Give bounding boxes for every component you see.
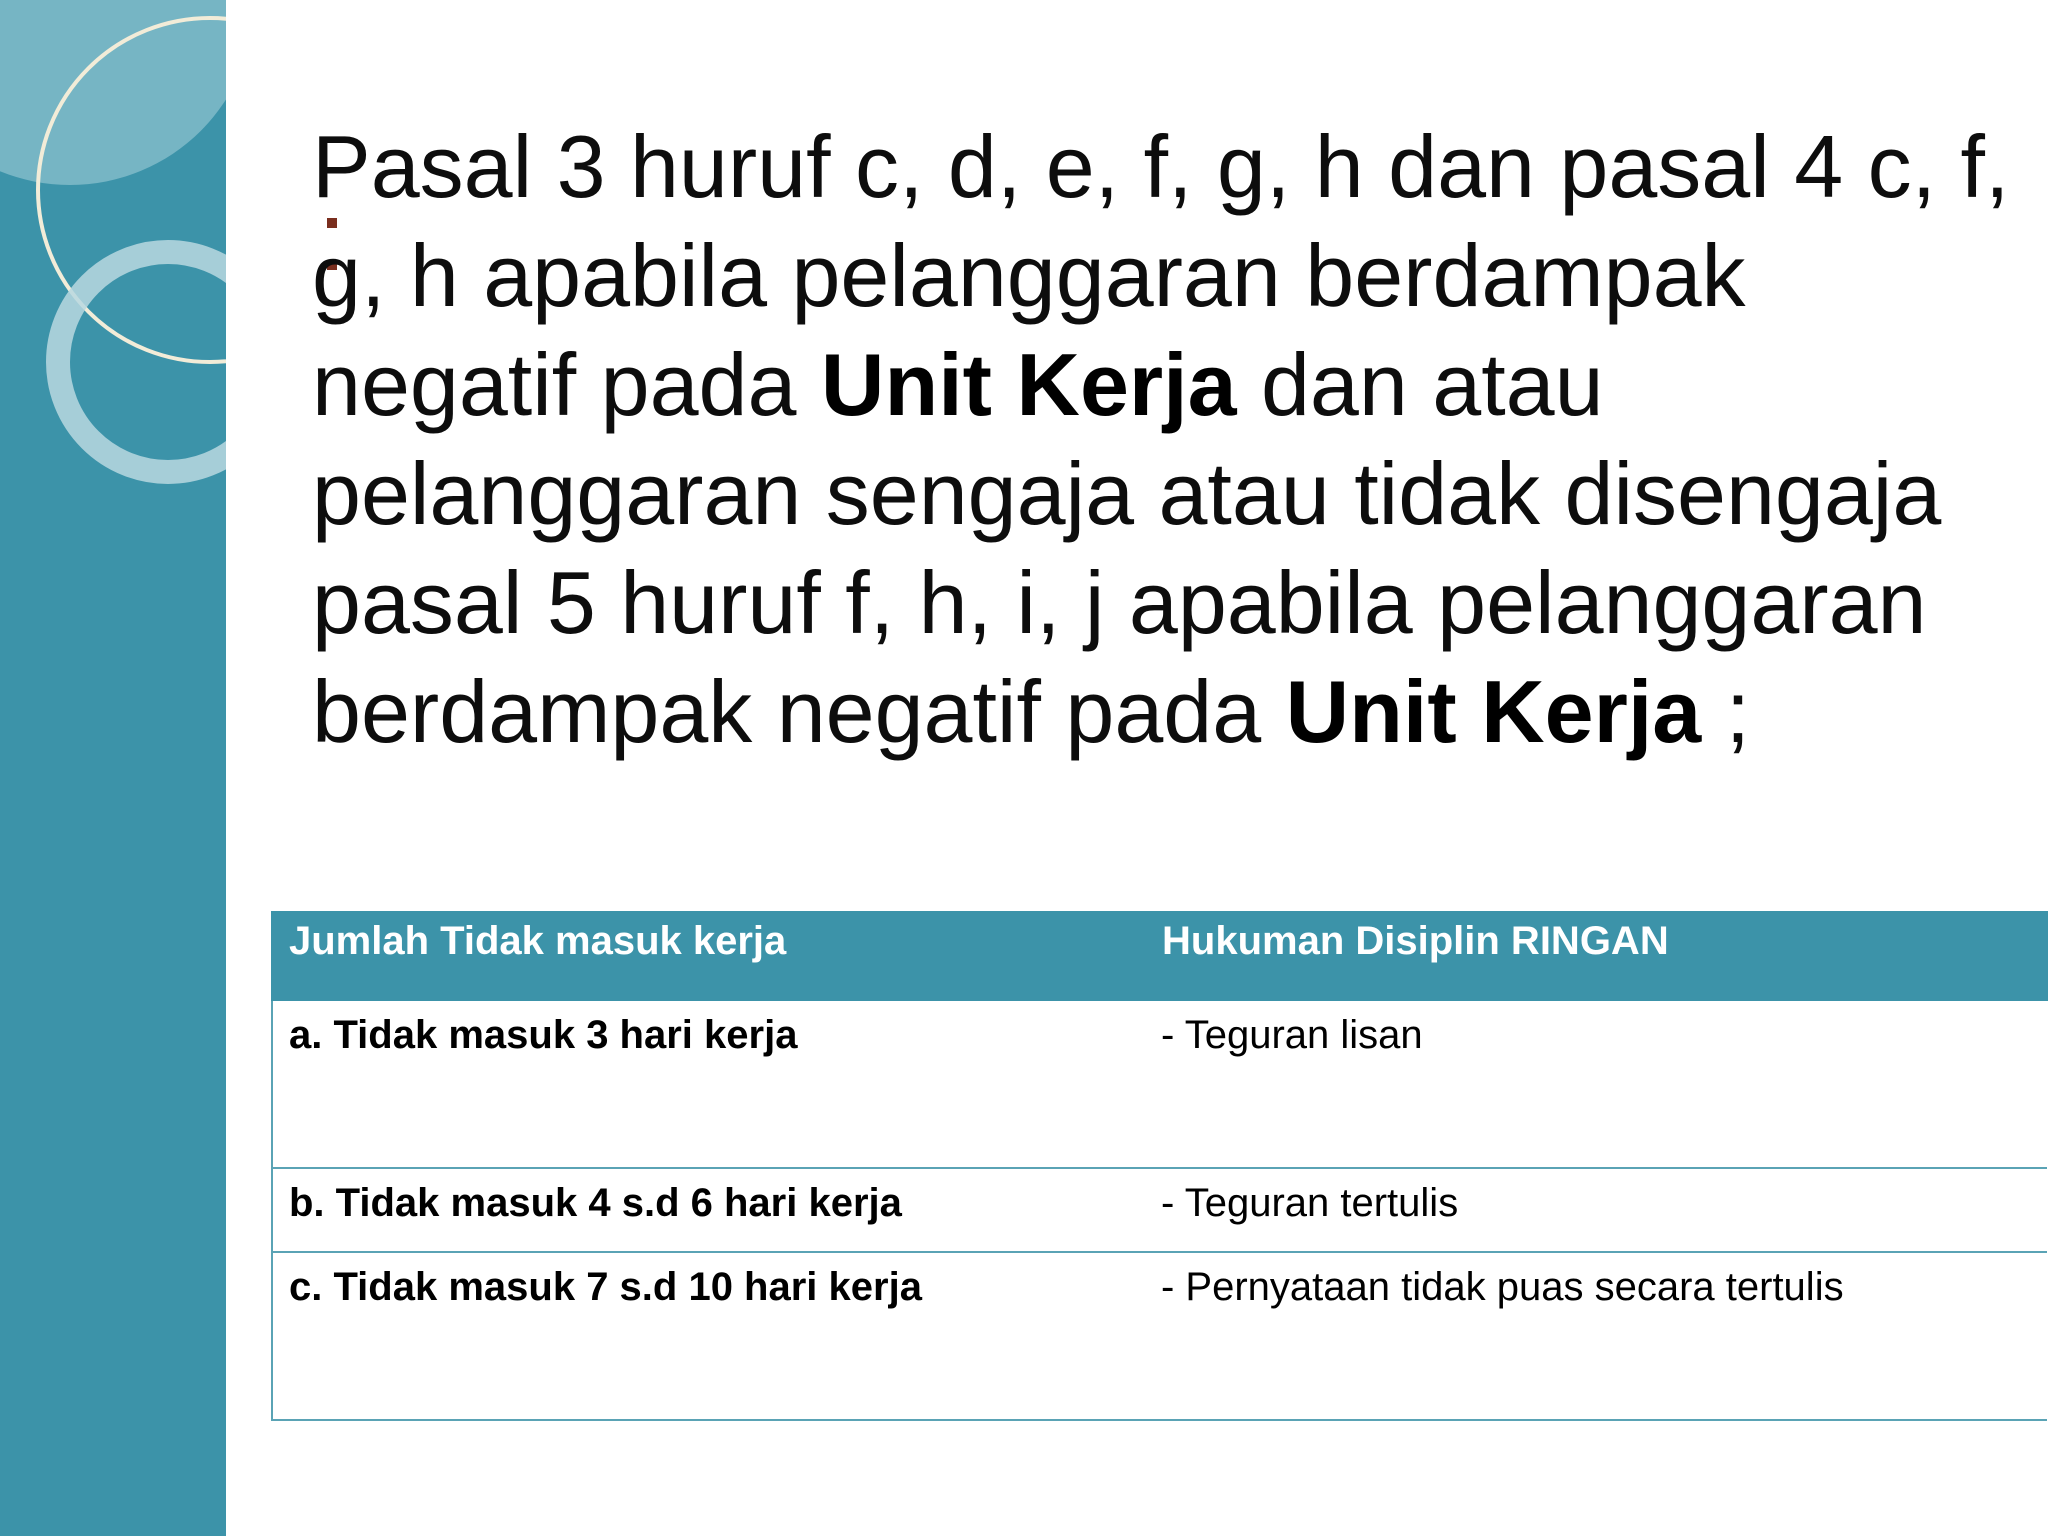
- table-header-condition: Jumlah Tidak masuk kerja: [272, 912, 1145, 1000]
- table-row: [272, 1168, 2047, 1252]
- decorative-rings: [0, 0, 226, 1536]
- table-cell-penalty: - Teguran lisan: [1145, 1000, 2047, 1168]
- paragraph-bold-2: Unit Kerja: [1285, 662, 1702, 761]
- table-row: [272, 1000, 2047, 1168]
- paragraph-bold-1: Unit Kerja: [820, 335, 1237, 434]
- paragraph-text-3: ;: [1701, 662, 1751, 761]
- table-cell-condition: c. Tidak masuk 7 s.d 10 hari kerja: [272, 1252, 1145, 1420]
- table-header-row: [272, 912, 2047, 1000]
- table-row: [272, 1252, 2047, 1420]
- discipline-table: [271, 911, 2048, 1421]
- table-header-penalty: Hukuman Disiplin RINGAN: [1145, 912, 2047, 1000]
- slide-paragraph: [312, 112, 2012, 766]
- paragraph-text-1: Pasal 3 huruf c, d, e, f, g, h dan pasal 4 c, f, g, h apabila pelanggaran berdampak negatif pada: [312, 117, 2010, 434]
- table-cell-penalty: - Teguran tertulis: [1145, 1168, 2047, 1252]
- table-cell-condition: a. Tidak masuk 3 hari kerja: [272, 1000, 1145, 1168]
- paragraph-text-2: dan atau pelanggaran sengaja atau tidak disengaja pasal 5 huruf f, h, i, j apabila pelanggaran berdampak negatif pada: [312, 335, 1942, 761]
- table-cell-condition: b. Tidak masuk 4 s.d 6 hari kerja: [272, 1168, 1145, 1252]
- sidebar-decoration: [0, 0, 226, 1536]
- table-cell-penalty: - Pernyataan tidak puas secara tertulis: [1145, 1252, 2047, 1420]
- decorative-circle-icon: [0, 0, 226, 185]
